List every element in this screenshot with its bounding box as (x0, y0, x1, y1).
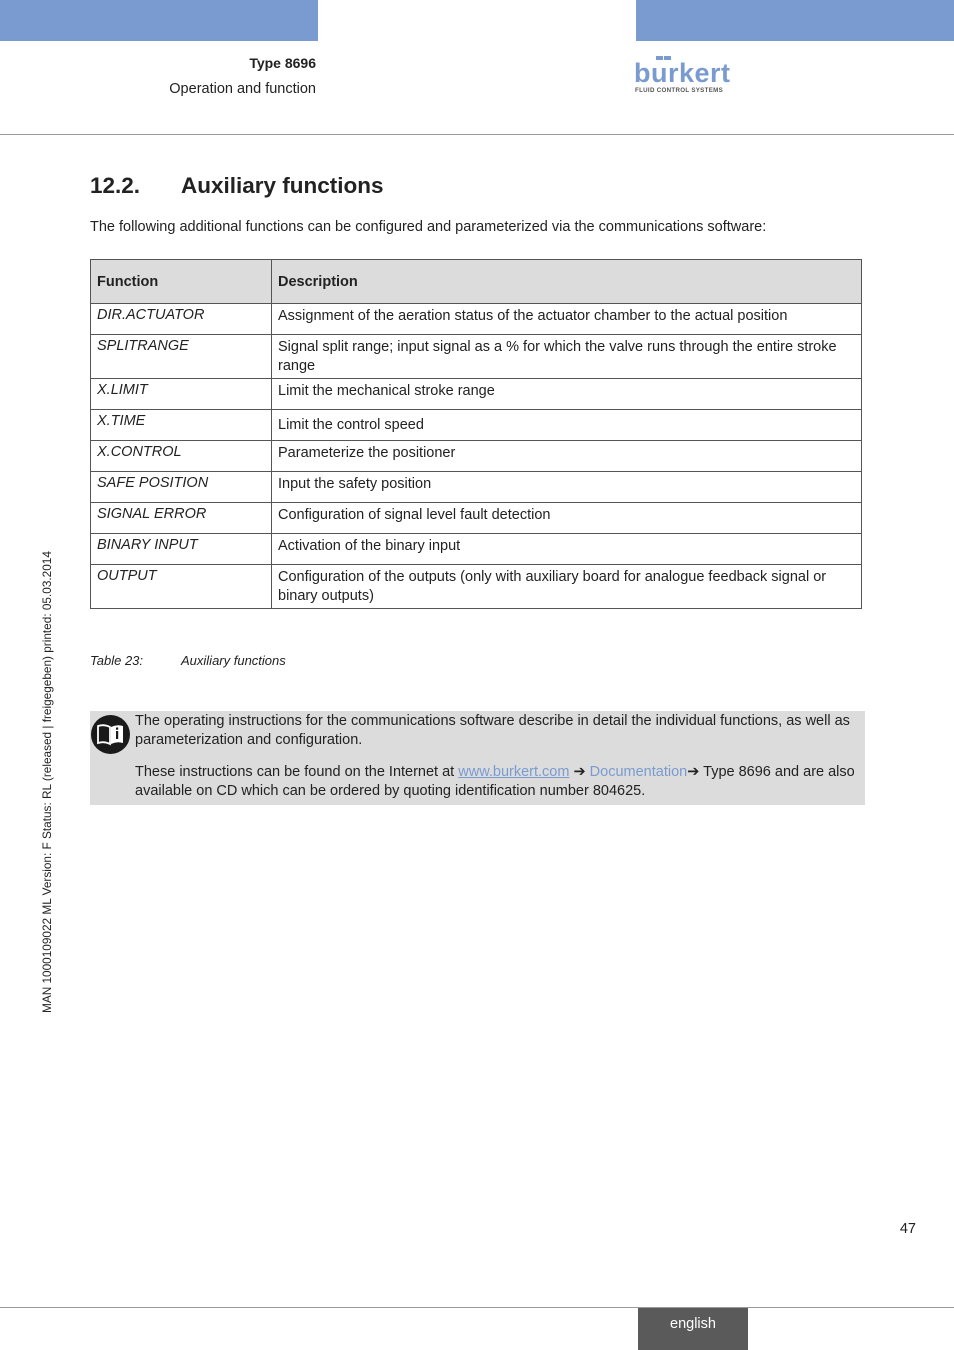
table-row (91, 472, 862, 503)
note-para2-mid: Type 8696 (703, 764, 771, 780)
document-metadata-vertical: MAN 1000109022 ML Version: F Status: RL (released | freigegeben) printed: 05.03.2014 (40, 551, 54, 1013)
description-cell: Limit the mechanical stroke range (272, 379, 862, 410)
page-number: 47 (899, 1221, 916, 1237)
column-header-description: Description (272, 260, 862, 304)
arrow-icon: ➔ (573, 764, 586, 780)
logo-word: burkert (634, 58, 731, 88)
info-note-box (90, 711, 865, 805)
description-cell: Activation of the binary input (272, 534, 862, 565)
table-row (91, 534, 862, 565)
table-caption (90, 653, 286, 668)
section-title: Auxiliary functions (181, 173, 384, 198)
function-cell: BINARY INPUT (91, 534, 272, 565)
description-cell: Configuration of the outputs (only with auxiliary board for analogue feedback signal or binary outputs) (272, 565, 862, 609)
note-para2-suffix: and are also available on CD which can be ordered by quoting identification number 804625. (135, 764, 855, 799)
language-tab: english (638, 1308, 748, 1350)
function-cell: X.LIMIT (91, 379, 272, 410)
table-row (91, 503, 862, 534)
header-type-label: Type 8696 (249, 55, 316, 71)
logo-tagline: FLUID CONTROL SYSTEMS (635, 87, 723, 94)
note-para2-prefix: These instructions can be found on the Internet at (135, 764, 455, 780)
function-cell: X.TIME (91, 410, 272, 441)
section-heading (90, 173, 384, 199)
footer-rule (0, 1307, 954, 1308)
table-caption-label: Table 23: (90, 653, 144, 668)
auxiliary-functions-table (90, 259, 862, 609)
table-row (91, 441, 862, 472)
table-caption-text: Auxiliary functions (181, 653, 286, 668)
function-cell: SPLITRANGE (91, 335, 272, 379)
function-cell: SIGNAL ERROR (91, 503, 272, 534)
table-row (91, 410, 862, 441)
description-cell: Limit the control speed (272, 410, 862, 441)
description-cell: Assignment of the aeration status of the actuator chamber to the actual position (272, 304, 862, 335)
header-band-left (0, 0, 318, 41)
note-paragraph-2 (135, 763, 855, 801)
burkert-logo (634, 56, 734, 96)
description-cell: Signal split range; input signal as a % for which the valve runs through the entire stroke range (272, 335, 862, 379)
function-cell: X.CONTROL (91, 441, 272, 472)
header-rule (0, 134, 954, 135)
function-cell: SAFE POSITION (91, 472, 272, 503)
intro-paragraph: The following additional functions can be configured and parameterized via the communications software: (90, 219, 767, 235)
info-book-icon (90, 714, 131, 755)
table-header-row (91, 260, 862, 304)
column-header-function: Function (91, 260, 272, 304)
table-row (91, 335, 862, 379)
table-row (91, 565, 862, 609)
note-paragraph-1: The operating instructions for the communications software describe in detail the individual functions, as well as parameterization and configuration. (135, 713, 850, 748)
burkert-website-link[interactable]: www.burkert.com (458, 764, 570, 780)
function-cell: OUTPUT (91, 565, 272, 609)
arrow-icon: ➔ (687, 764, 700, 780)
note-text (135, 712, 855, 801)
table-row (91, 304, 862, 335)
description-cell: Input the safety position (272, 472, 862, 503)
header-subtitle: Operation and function (169, 81, 316, 97)
section-number: 12.2. (90, 173, 141, 198)
description-cell: Configuration of signal level fault detection (272, 503, 862, 534)
description-cell: Parameterize the positioner (272, 441, 862, 472)
table-row (91, 379, 862, 410)
header-band-right (636, 0, 954, 41)
function-cell: DIR.ACTUATOR (91, 304, 272, 335)
documentation-link[interactable]: Documentation (589, 764, 688, 780)
